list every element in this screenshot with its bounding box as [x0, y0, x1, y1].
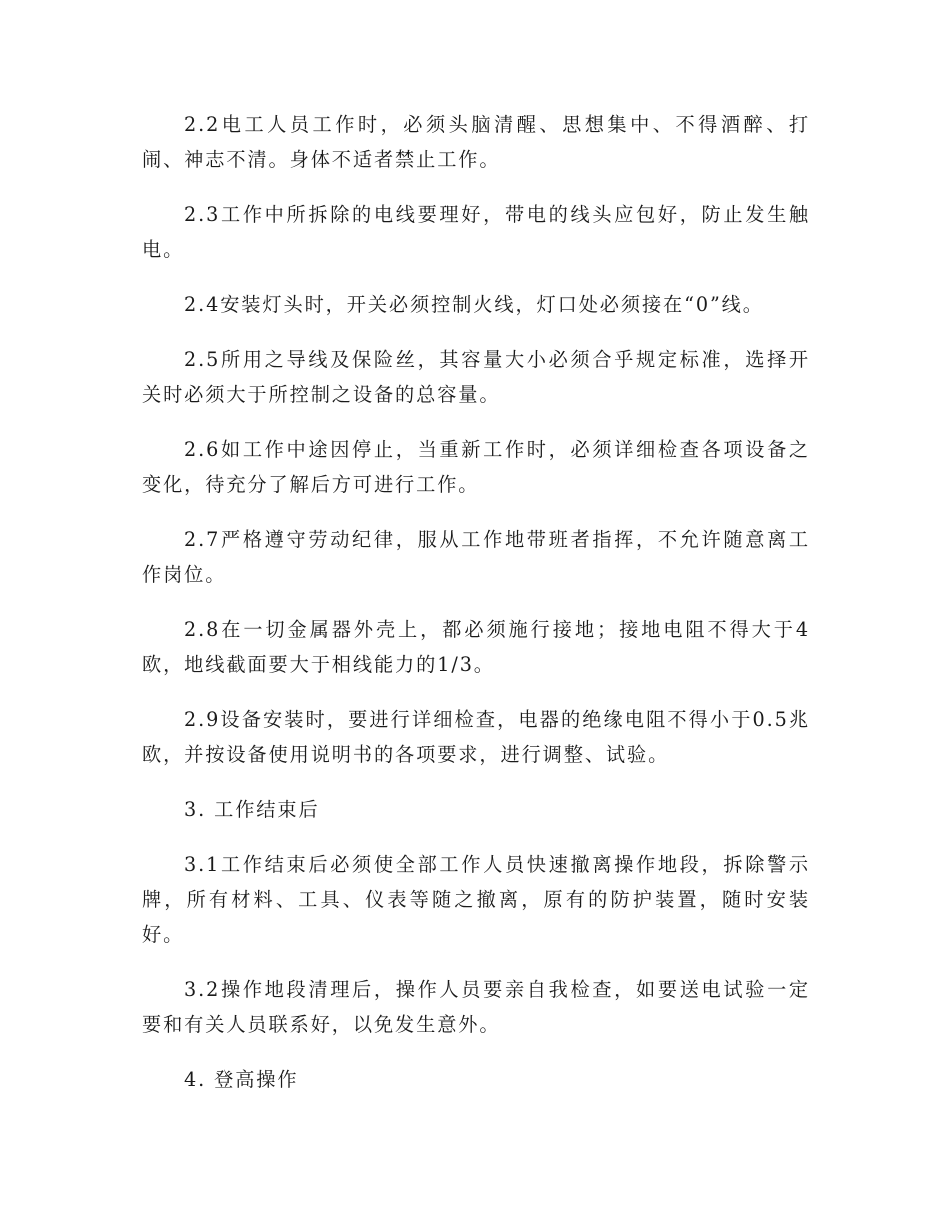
paragraph-2-9: 2.9设备安装时，要进行详细检查，电器的绝缘电阻不得小于0.5兆欧，并按设备使用说明书的各项要求，进行调整、试验。 [142, 708, 810, 766]
paragraph-2-2: 2.2电工人员工作时，必须头脑清醒、思想集中、不得酒醉、打闹、神志不清。身体不适者禁止工作。 [142, 113, 810, 171]
paragraph-3-1: 3.1工作结束后必须使全部工作人员快速撤离操作地段，拆除警示牌，所有材料、工具、仪表等随之撤离，原有的防护装置，随时安装好。 [142, 853, 810, 946]
section-heading-4: 4. 登高操作 [184, 1068, 299, 1091]
paragraph-2-5: 2.5所用之导线及保险丝，其容量大小必须合乎规定标准，选择开关时必须大于所控制之设备的总容量。 [142, 348, 810, 406]
section-heading-3: 3. 工作结束后 [184, 798, 320, 821]
paragraph-3-2: 3.2操作地段清理后，操作人员要亲自我检查，如要送电试验一定要和有关人员联系好，以免发生意外。 [142, 978, 810, 1036]
paragraph-2-7: 2.7严格遵守劳动纪律，服从工作地带班者指挥，不允许随意离工作岗位。 [142, 528, 810, 586]
paragraph-2-6: 2.6如工作中途因停止，当重新工作时，必须详细检查各项设备之变化，待充分了解后方可进行工作。 [142, 438, 810, 496]
paragraph-2-4: 2.4安装灯头时，开关必须控制火线，灯口处必须接在“0”线。 [184, 293, 764, 316]
paragraph-2-3: 2.3工作中所拆除的电线要理好，带电的线头应包好，防止发生触电。 [142, 203, 810, 261]
paragraph-2-8: 2.8在一切金属器外壳上，都必须施行接地；接地电阻不得大于4欧，地线截面要大于相线能力的1/3。 [142, 618, 810, 676]
document-body [142, 107, 810, 1117]
